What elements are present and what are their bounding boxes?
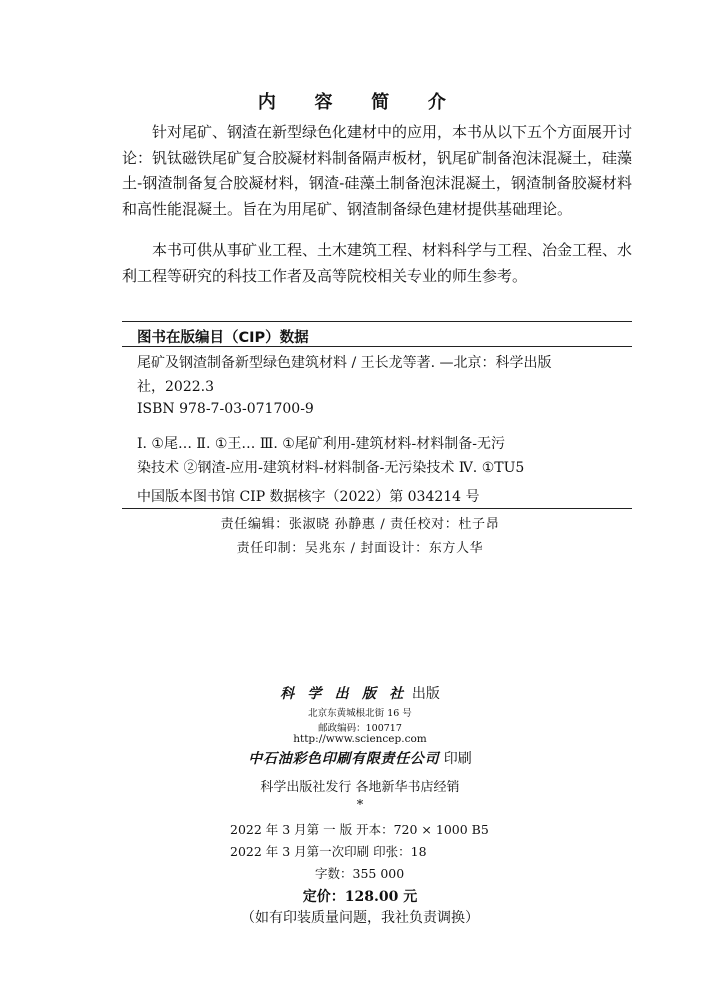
quality-notice: （如有印装质量问题，我社负责调换） [241,910,479,926]
cip-number: 中国版本图书馆 CIP 数据核字（2022）第 034214 号 [137,489,480,505]
cip-title-line: 尾矿及钢渣制备新型绿色建筑材料 / 王长龙等著. —北京：科学出版 [137,355,552,371]
cip-top-rule [122,321,632,322]
cip-title-line-cont: 社，2022.3 [137,379,214,395]
printer-suffix: 印刷 [443,751,472,767]
word-count: 字数：355 000 [315,866,405,881]
cip-classification: Ⅰ. ①尾… Ⅱ. ①王… Ⅲ. ①尾矿利用-建筑材料-材料制备-无污 [137,436,505,452]
intro-text-1: 针对尾矿、钢渣在新型绿色化建材中的应用，本书从以下五个方面展开讨论：钒钛磁铁尾矿复合胶凝材料制备隔声板材，钒尾矿制备泡沫混凝土，硅藻土-钢渣制备复合胶凝材料，钢渣-硅藻土制备泡沫混凝土，钢渣制备胶凝材料和高性能混凝土。旨在为用尾矿、钢渣制备绿色建材提供基础理论。 [122,123,633,218]
printer-line [0,748,720,768]
cip-classification-cont: 染技术 ②钢渣-应用-建筑材料-材料制备-无污染技术 Ⅳ. ①TU5 [137,460,525,476]
edition-line: 2022 年 3 月第 一 版 开本：720 × 1000 B5 [230,822,489,837]
intro-paragraph-1 [122,120,632,222]
publisher-line [0,683,720,703]
publisher-address: 北京东黄城根北街 16 号 [308,708,412,719]
separator-star: * [356,798,364,813]
print-credits: 责任印制：吴兆东 / 封面设计：东方人华 [236,541,484,556]
cip-heading: 图书在版编目（CIP）数据 [137,330,309,346]
distribution-line: 科学出版社发行 各地新华书店经销 [260,780,460,795]
printing-line: 2022 年 3 月第一次印刷 印张：18 [230,844,427,859]
printer-name: 中石油彩色印刷有限责任公司 [248,751,440,767]
cip-heading-rule [122,346,632,347]
cip-isbn: ISBN 978-7-03-071700-9 [137,401,314,417]
page-title: 内 容 简 介 [257,92,463,113]
price: 定价：128.00 元 [302,889,418,905]
publisher-url: http://www.sciencep.com [293,733,427,745]
cip-bottom-rule [122,508,632,509]
intro-paragraph-2 [122,238,632,289]
publisher-postcode: 邮政编码：100717 [318,723,402,734]
editor-credits: 责任编辑：张淑晓 孙静惠 / 责任校对：杜子昂 [220,517,500,532]
intro-text-2: 本书可供从事矿业工程、土木建筑工程、材料科学与工程、冶金工程、水利工程等研究的科技工作者及高等院校相关专业的师生参考。 [122,241,633,285]
publisher-suffix: 出版 [411,686,440,702]
publisher-name-logo: 科 学 出 版 社 [280,686,408,702]
